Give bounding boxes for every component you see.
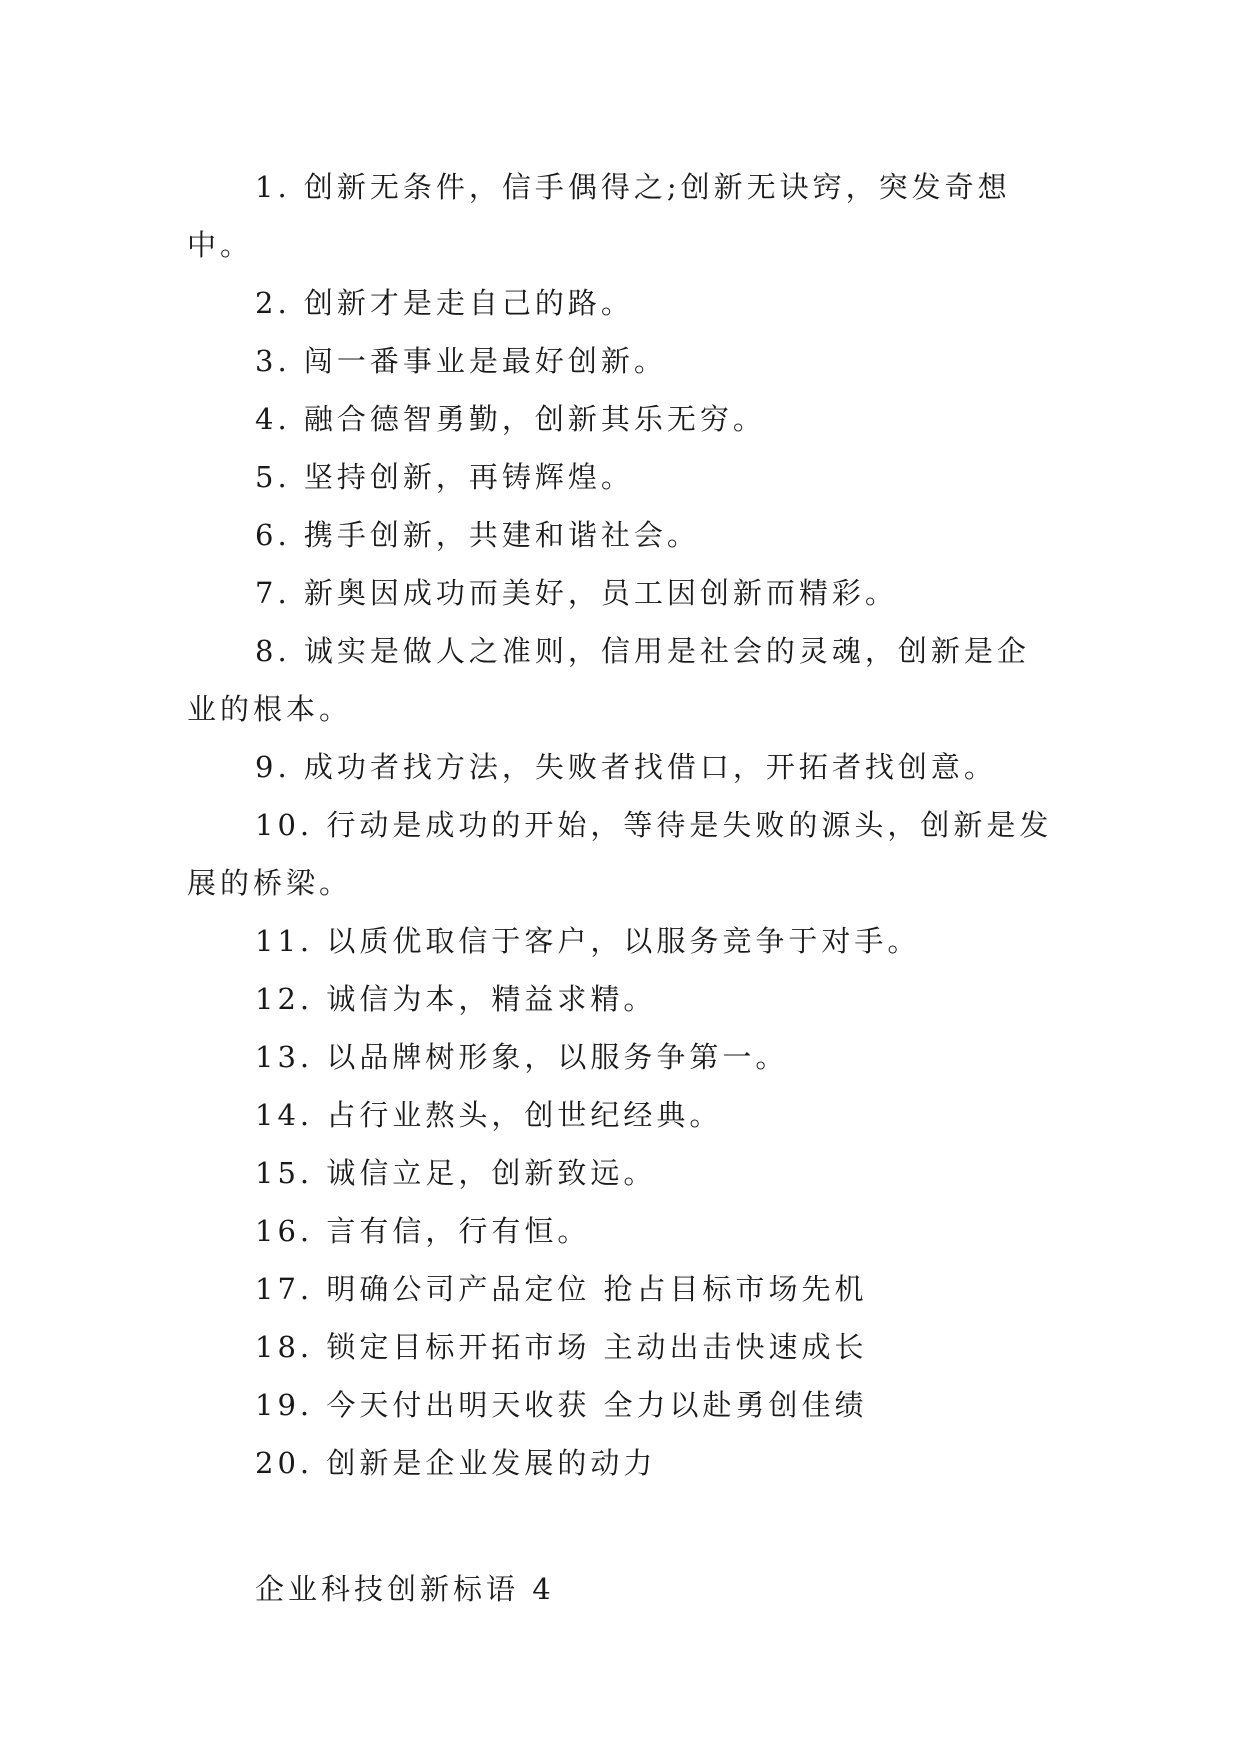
list-item: 19. 今天付出明天收获 全力以赴勇创佳绩: [255, 1388, 868, 1422]
document-body: [187, 158, 1057, 1618]
list-item: 12. 诚信为本，精益求精。: [255, 982, 657, 1016]
list-item: 10. 行动是成功的开始，等待是失败的源头，创新是发展的桥梁。: [187, 808, 1053, 900]
list-item: 14. 占行业熬头，创世纪经典。: [255, 1098, 723, 1132]
list-item: 15. 诚信立足，创新致远。: [255, 1156, 657, 1190]
list-item: 7. 新奥因成功而美好，员工因创新而精彩。: [255, 576, 898, 610]
list-item: 13. 以品牌树形象，以服务争第一。: [255, 1040, 789, 1074]
list-item: 18. 锁定目标开拓市场 主动出击快速成长: [255, 1330, 868, 1364]
list-item: 11. 以质优取信于客户，以服务竞争于对手。: [255, 924, 921, 958]
list-item: 17. 明确公司产品定位 抢占目标市场先机: [255, 1272, 868, 1306]
list-item: 9. 成功者找方法，失败者找借口，开拓者找创意。: [255, 750, 997, 784]
list-item: 20. 创新是企业发展的动力: [255, 1446, 657, 1480]
list-item: 6. 携手创新，共建和谐社会。: [255, 518, 700, 552]
list-item: 1. 创新无条件，信手偶得之;创新无诀窍，突发奇想中。: [187, 170, 1011, 262]
list-item: 16. 言有信，行有恒。: [255, 1214, 591, 1248]
list-item: 5. 坚持创新，再铸辉煌。: [255, 460, 634, 494]
list-item: 4. 融合德智勇勤，创新其乐无穷。: [255, 402, 766, 436]
list-item: 3. 闯一番事业是最好创新。: [255, 344, 667, 378]
section-heading: 企业科技创新标语 4: [255, 1572, 555, 1606]
list-item: 8. 诚实是做人之准则，信用是社会的灵魂，创新是企业的根本。: [187, 634, 1030, 726]
section-gap: [187, 1492, 1057, 1560]
list-item: 2. 创新才是走自己的路。: [255, 286, 634, 320]
